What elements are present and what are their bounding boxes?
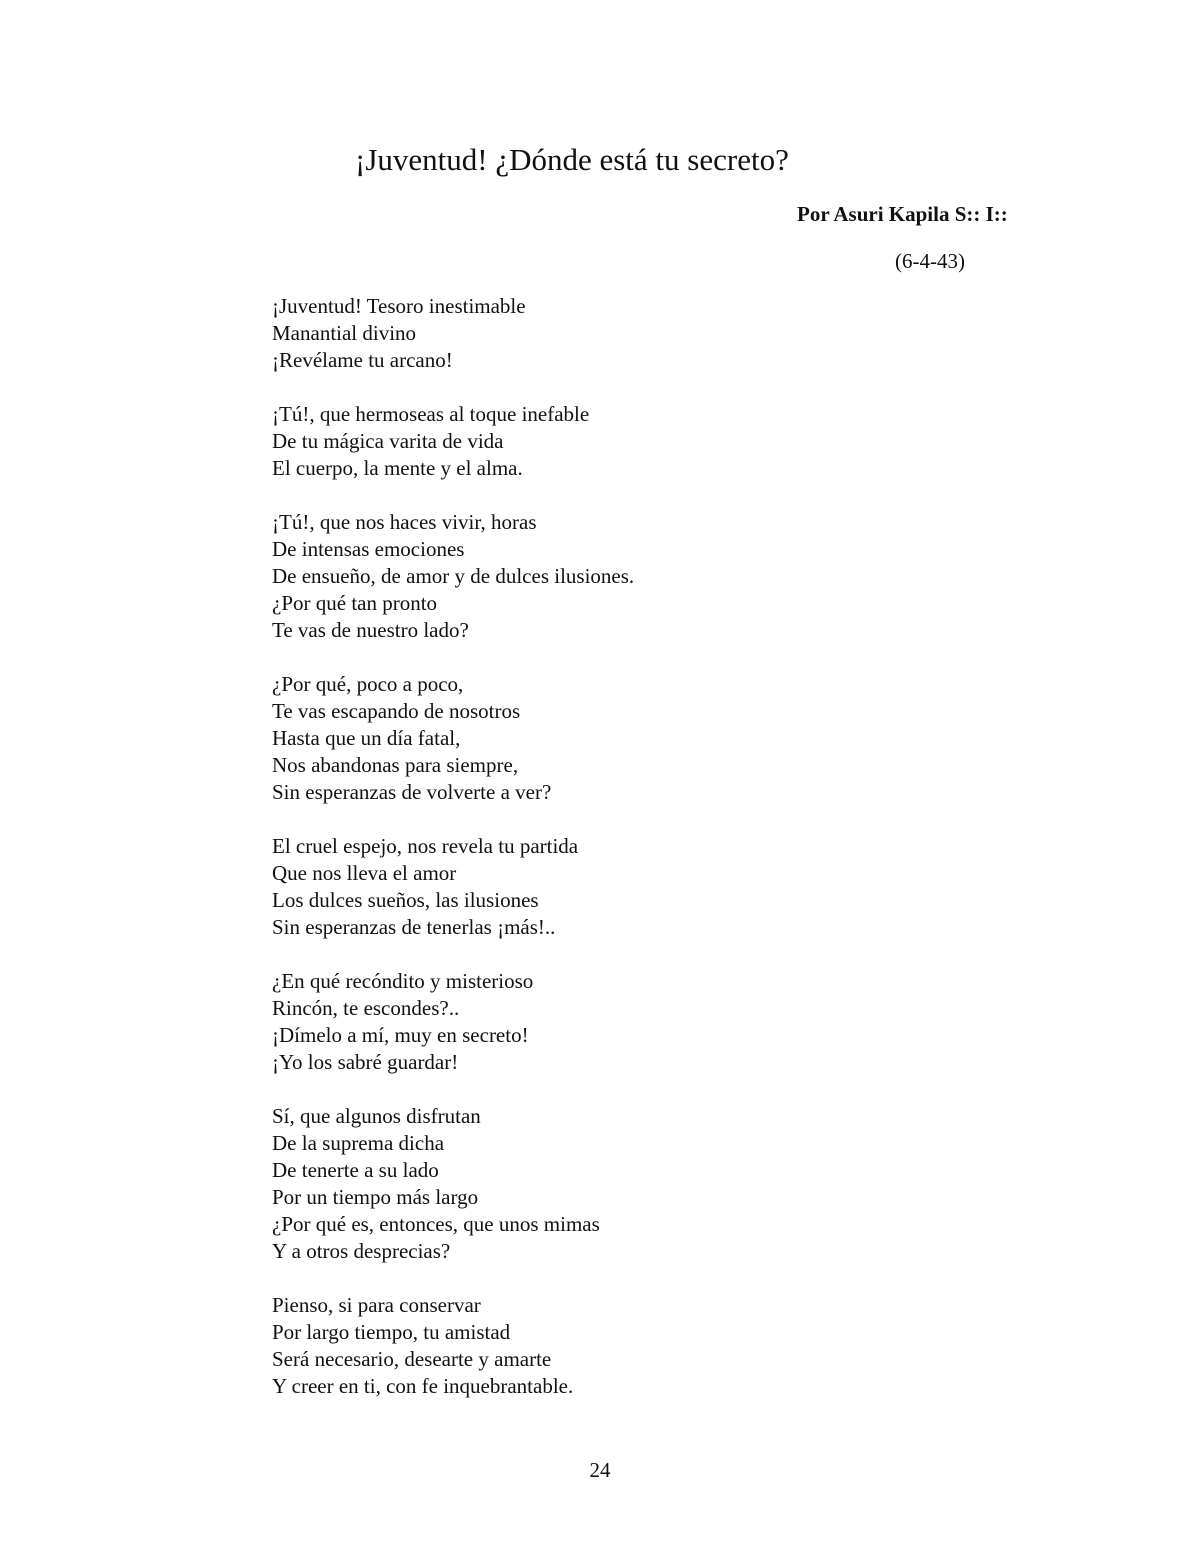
poem-line: ¡Yo los sabré guardar! [272,1050,459,1074]
stanza [272,293,634,374]
poem-line: Y a otros desprecias? [272,1239,451,1263]
poem-line: ¡Tú!, que hermoseas al toque inefable [272,402,590,426]
poem-line: Pienso, si para conservar [272,1293,481,1317]
poem-line: Por un tiempo más largo [272,1185,479,1209]
stanza [272,509,634,644]
poem-line: Que nos lleva el amor [272,861,457,885]
poem-line: ¿En qué recóndito y misterioso [272,969,534,993]
stanza [272,968,634,1076]
poem-line: ¿Por qué es, entonces, que unos mimas [272,1212,600,1236]
poem-line: Será necesario, desearte y amarte [272,1347,552,1371]
poem-line: ¡Dímelo a mí, muy en secreto! [272,1023,529,1047]
poem-line: De tenerte a su lado [272,1158,439,1182]
poem-line: Sí, que algunos disfrutan [272,1104,481,1128]
poem-line: ¿Por qué tan pronto [272,591,438,615]
author-byline: Por Asuri Kapila S:: I:: [797,202,1008,226]
stanza [272,671,634,806]
poem-line: El cuerpo, la mente y el alma. [272,456,523,480]
poem-line: ¿Por qué, poco a poco, [272,672,464,696]
poem-line: ¡Juventud! Tesoro inestimable [272,294,526,318]
poem-line: Por largo tiempo, tu amistad [272,1320,511,1344]
poem-line: De la suprema dicha [272,1131,445,1155]
poem-line: Sin esperanzas de volverte a ver? [272,780,552,804]
poem-date: (6-4-43) [895,249,965,273]
poem-line: ¡Tú!, que nos haces vivir, horas [272,510,537,534]
poem-line: Hasta que un día fatal, [272,726,461,750]
poem-line: Los dulces sueños, las ilusiones [272,888,539,912]
poem-line: Nos abandonas para siempre, [272,753,519,777]
poem-title: ¡Juventud! ¿Dónde está tu secreto? [355,142,789,177]
page-number: 24 [589,1458,611,1482]
poem-line: Rincón, te escondes?.. [272,996,460,1020]
poem-line: De ensueño, de amor y de dulces ilusiones. [272,564,635,588]
stanza [272,833,634,941]
poem-line: El cruel espejo, nos revela tu partida [272,834,579,858]
poem-line: De tu mágica varita de vida [272,429,504,453]
poem-line: Sin esperanzas de tenerlas ¡más!.. [272,915,556,939]
stanza [272,401,634,482]
poem-line: Manantial divino [272,321,417,345]
poem-line: ¡Revélame tu arcano! [272,348,453,372]
poem-line: Te vas escapando de nosotros [272,699,521,723]
stanza [272,1103,634,1265]
poem-line: De intensas emociones [272,537,465,561]
stanza [272,1292,634,1400]
poem-line: Te vas de nuestro lado? [272,618,469,642]
poem-body [272,293,634,1400]
poem-line: Y creer en ti, con fe inquebrantable. [272,1374,574,1398]
